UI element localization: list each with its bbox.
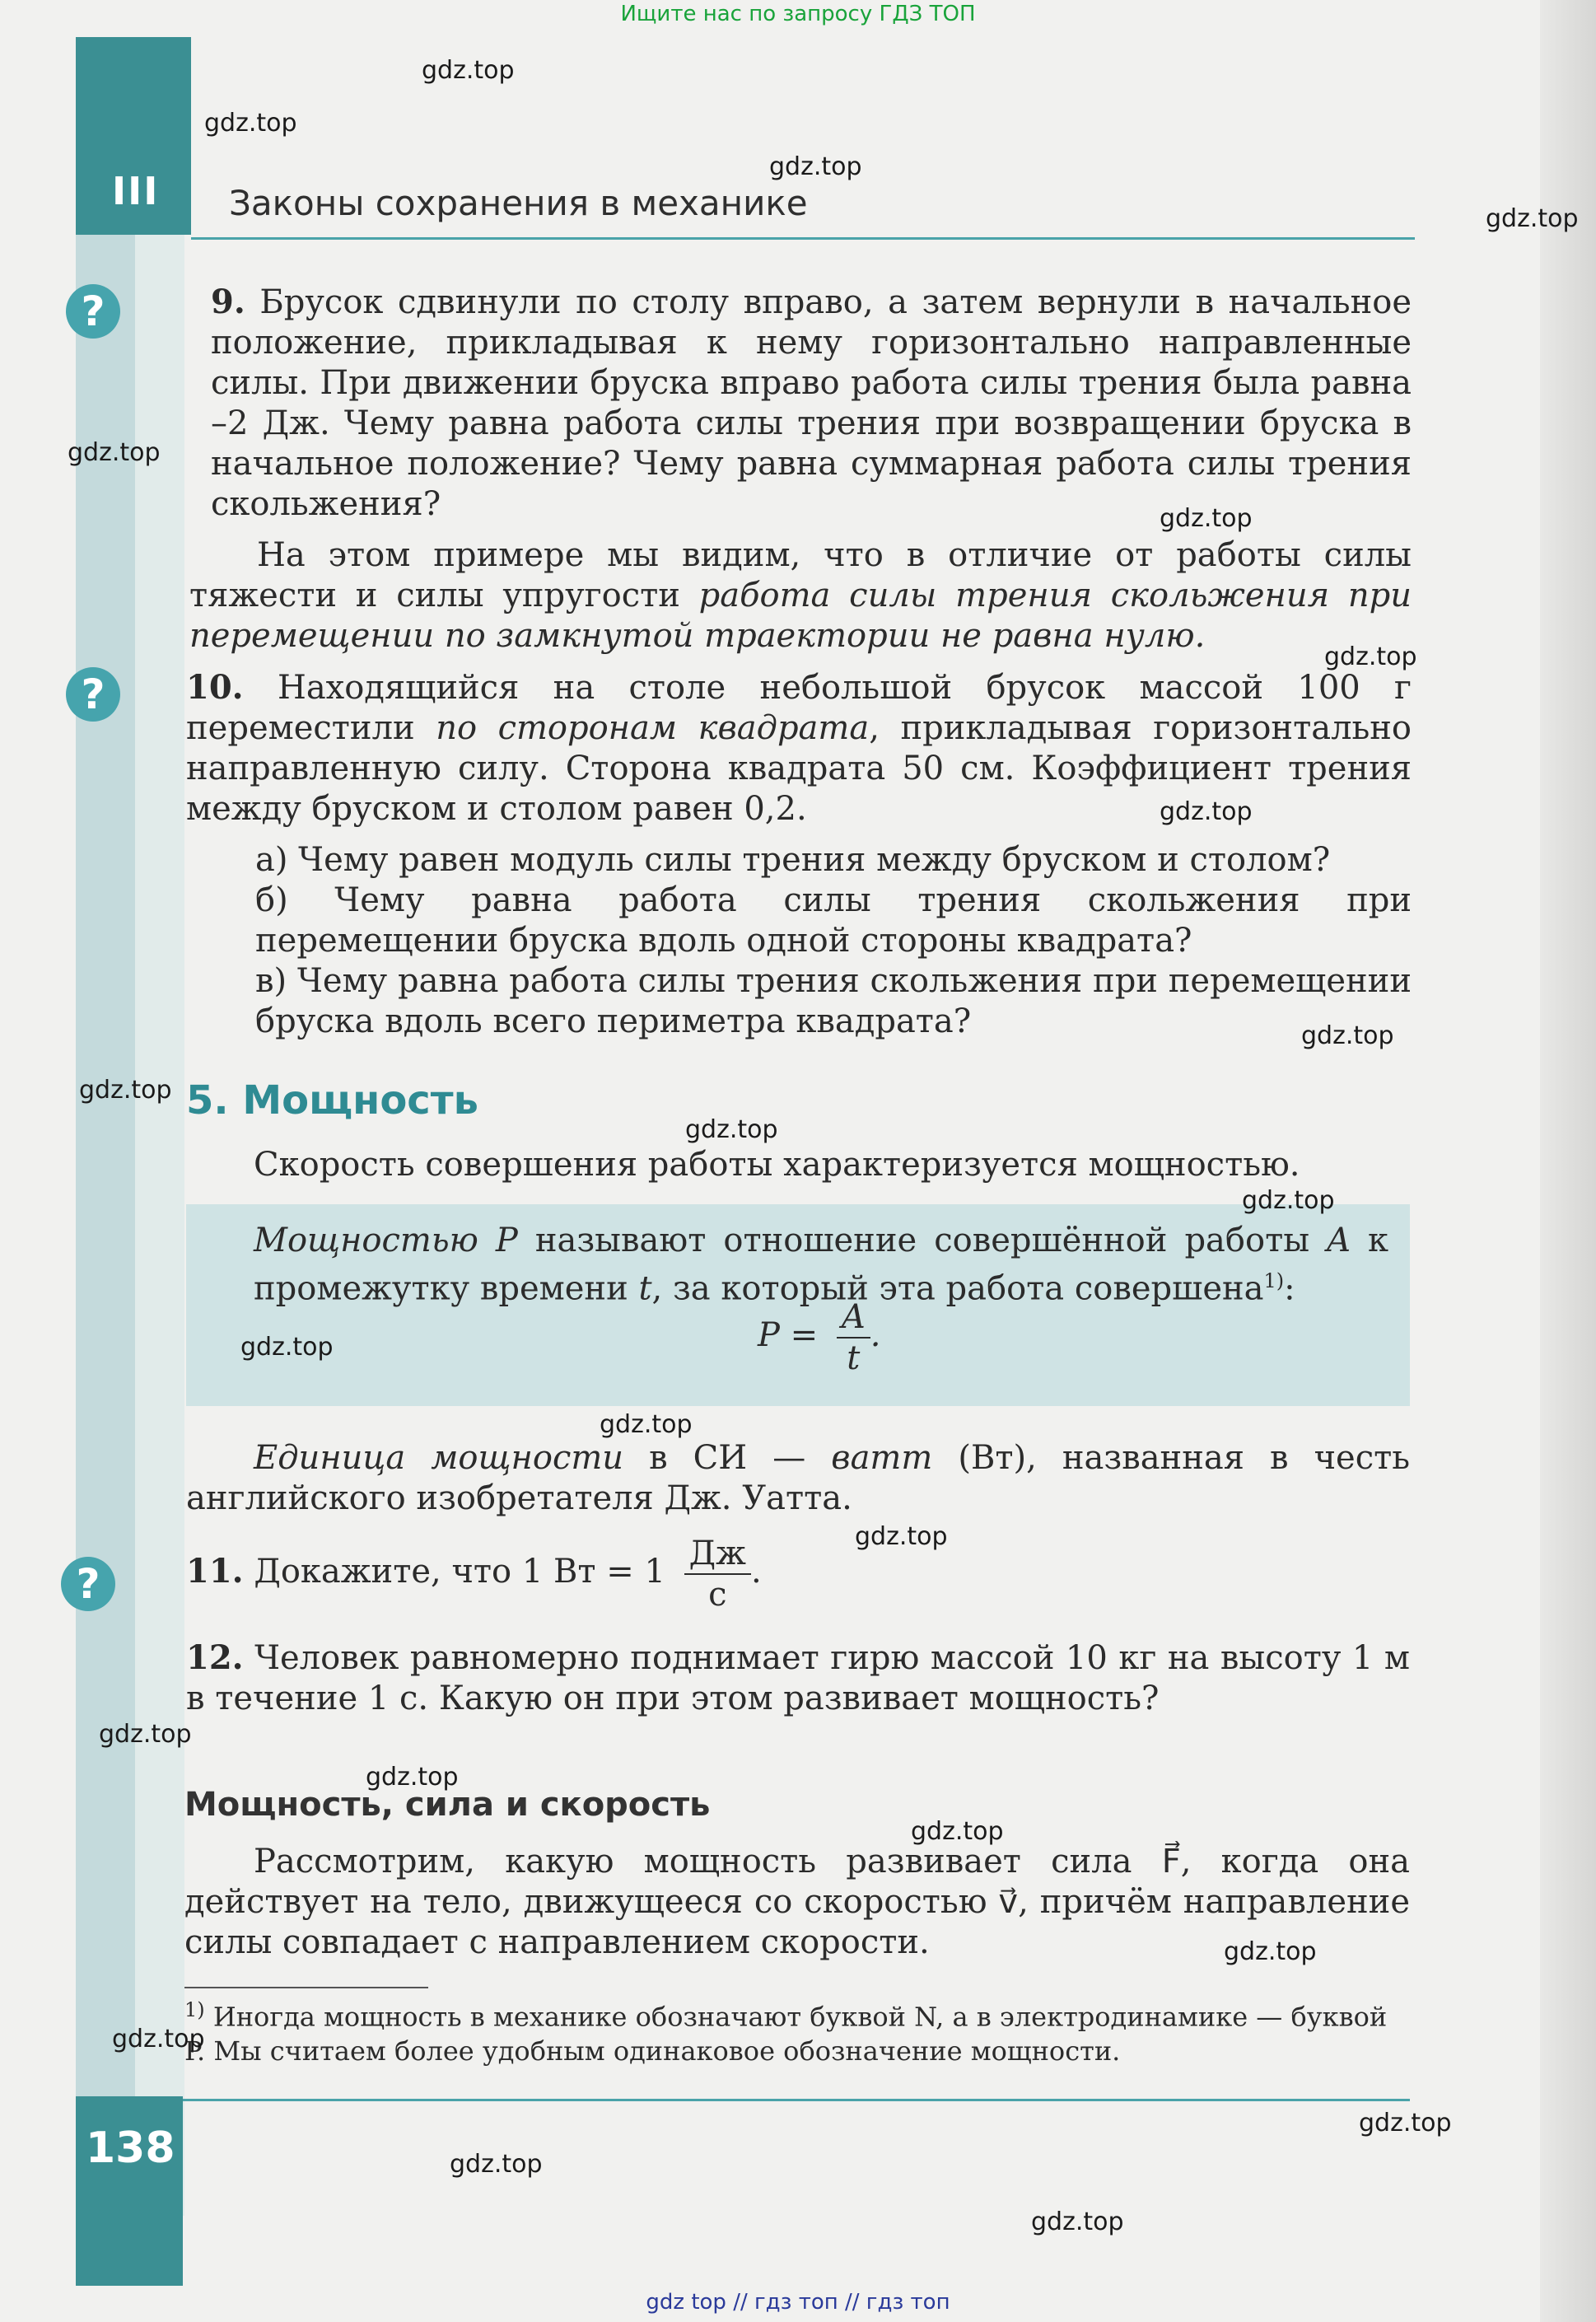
footnote-mark: 1) xyxy=(184,1998,205,2021)
watermark: gdz.top xyxy=(1224,1937,1317,1966)
unit-text-b: (Вт), названная в честь английского изобретателя Дж. Уатта. xyxy=(186,1439,1411,1517)
watermark: gdz.top xyxy=(1486,204,1579,233)
bottom-banner[interactable]: gdz top // гдз топ // гдз топ xyxy=(646,2290,950,2315)
section-name: Мощность xyxy=(242,1077,478,1124)
fraction-numerator: Дж xyxy=(684,1534,751,1575)
watermark: gdz.top xyxy=(204,109,297,138)
unit-term: Единица мощности xyxy=(254,1439,624,1477)
question-icon: ? xyxy=(66,284,120,339)
question-10-items xyxy=(255,840,1412,1042)
question-number: 11. xyxy=(186,1552,244,1591)
fraction-denominator: с xyxy=(708,1576,727,1614)
watermark: gdz.top xyxy=(68,438,161,467)
sub-item-c xyxy=(255,961,1412,1042)
question-number: 12. xyxy=(186,1638,244,1677)
question-text: , прикладывая горизонтально направленную силу. Сторона квадрата 50 см. Коэффициент трения между бруском и столом равен 0,2. xyxy=(186,709,1412,828)
watermark: gdz.top xyxy=(769,152,862,181)
question-text: Брусок сдвинули по столу вправо, а затем вернули в начальное положение, прикладывая к нему горизонтально направленные силы. При движении бруска вправо работа силы трения была равна –2 Дж. Чему равна работа силы трения при возвращении бруска в начальное положение? Чему равна суммарная работа силы трения скольжения? xyxy=(211,283,1412,523)
formula-lhs: P = xyxy=(758,1316,819,1354)
sub-item-a xyxy=(255,840,1412,881)
definition-text-b: к промежутку времени xyxy=(254,1222,1389,1308)
watermark: gdz.top xyxy=(685,1115,778,1144)
watermark: gdz.top xyxy=(240,1333,334,1362)
definition-text-c: , за который эта работа совершена xyxy=(651,1269,1264,1308)
question-icon: ? xyxy=(61,1557,115,1611)
definition-term: Мощностью P xyxy=(254,1222,518,1259)
footer-rule xyxy=(183,2099,1410,2101)
unit-text-a: в СИ — xyxy=(649,1439,806,1477)
question-9 xyxy=(211,282,1412,525)
watermark: gdz.top xyxy=(600,1410,693,1439)
question-text: Находящийся на столе небольшой брусок массой 100 г переместили xyxy=(186,669,1412,747)
unit-name: ватт xyxy=(831,1439,933,1477)
margin-stripe xyxy=(76,37,135,2286)
closing-paragraph: Рассмотрим, какую мощность развивает сила F⃗, когда она действует на тело, движущееся со скоростью v⃗, причём направление силы совпадает с направлением скорости. xyxy=(184,1843,1410,1961)
top-banner[interactable]: Ищите нас по запросу ГДЗ ТОП xyxy=(620,2,976,26)
page-edge-shade xyxy=(1540,0,1596,2322)
variable-a: A xyxy=(1327,1222,1351,1259)
watermark: gdz.top xyxy=(1160,504,1253,533)
watermark: gdz.top xyxy=(366,1763,459,1792)
question-11: 11. Докажите, что 1 Вт = 1 $\frac{Дж}{с}$ . xyxy=(186,1535,762,1614)
margin-stripe-light xyxy=(135,222,184,2216)
subsection-title: Мощность, сила и скорость xyxy=(184,1786,711,1824)
watermark: gdz.top xyxy=(1324,642,1417,671)
watermark: gdz.top xyxy=(911,1817,1004,1846)
watermark: gdz.top xyxy=(1359,2109,1452,2137)
unit-paragraph xyxy=(186,1438,1410,1519)
fraction-numerator: A xyxy=(837,1297,870,1339)
footnote-mark: 1) xyxy=(1263,1269,1285,1292)
sub-item-text: Чему равна работа силы трения скольжения при перемещении бруска вдоль одной стороны квадрата? xyxy=(255,881,1412,960)
watermark: gdz.top xyxy=(112,2025,205,2053)
page-number: 138 xyxy=(86,2123,175,2173)
question-text: Человек равномерно поднимает гирю массой 10 кг на высоту 1 м в течение 1 с. Какую он при этом развивает мощность? xyxy=(186,1639,1410,1717)
power-formula: P = $\frac{A}{t}$ . xyxy=(758,1298,881,1377)
footnote-rule xyxy=(184,1987,428,1988)
chapter-number: III xyxy=(112,169,160,213)
conclusion-text: На этом примере мы видим, что в отличие от работы силы тяжести и силы упругости xyxy=(189,536,1412,614)
definition-text-a: называют отношение совершённой работы xyxy=(534,1222,1310,1259)
header-rule xyxy=(191,237,1415,240)
watermark: gdz.top xyxy=(1301,1021,1394,1050)
section-title xyxy=(186,1077,478,1124)
question-number: 9. xyxy=(211,283,245,321)
conclusion-italic: работа силы трения скольжения при перемещении по замкнутой траектории не равна нулю. xyxy=(189,577,1412,655)
question-icon: ? xyxy=(66,667,120,722)
question-12 xyxy=(186,1638,1410,1719)
question-number: 10. xyxy=(186,668,244,707)
intro-text: Скорость совершения работы характеризуется мощностью. xyxy=(254,1146,1300,1184)
conclusion-paragraph xyxy=(189,535,1412,656)
chapter-title: Законы сохранения в механике xyxy=(229,183,808,223)
definition-text: Мощностью P называют отношение совершённой работы A к промежутку времени t, за который эта работа совершена$^{1)}$: xyxy=(254,1222,1389,1308)
section-number: 5. xyxy=(186,1077,229,1124)
fraction-denominator: t xyxy=(847,1339,861,1377)
watermark: gdz.top xyxy=(79,1076,172,1105)
sub-item-label: в) xyxy=(255,962,287,1000)
watermark: gdz.top xyxy=(1031,2208,1124,2236)
watermark: gdz.top xyxy=(855,1522,948,1551)
question-text: Докажите, что 1 Вт = 1 xyxy=(254,1553,665,1591)
watermark: gdz.top xyxy=(450,2150,543,2179)
watermark: gdz.top xyxy=(1242,1186,1335,1215)
formula-fraction xyxy=(837,1297,870,1378)
variable-t: t xyxy=(638,1269,652,1308)
sub-item-text: Чему равен модуль силы трения между бруском и столом? xyxy=(298,841,1331,879)
watermark: gdz.top xyxy=(422,56,515,85)
sub-item-b xyxy=(255,881,1412,961)
watermark: gdz.top xyxy=(99,1720,192,1749)
footnote-text: Иногда мощность в механике обозначают буквой N, а в электродинамике — буквой P. Мы считаем более удобным одинаковое обозначение мощности. xyxy=(184,2001,1388,2067)
sub-item-label: б) xyxy=(255,881,288,919)
sub-item-label: а) xyxy=(255,841,288,879)
sub-item-text: Чему равна работа силы трения скольжения при перемещении бруска вдоль всего периметра квадрата? xyxy=(255,962,1412,1040)
question-text-italic: по сторонам квадрата xyxy=(436,709,870,747)
footnote xyxy=(184,1993,1408,2068)
unit-fraction xyxy=(684,1534,751,1614)
watermark: gdz.top xyxy=(1160,797,1253,826)
